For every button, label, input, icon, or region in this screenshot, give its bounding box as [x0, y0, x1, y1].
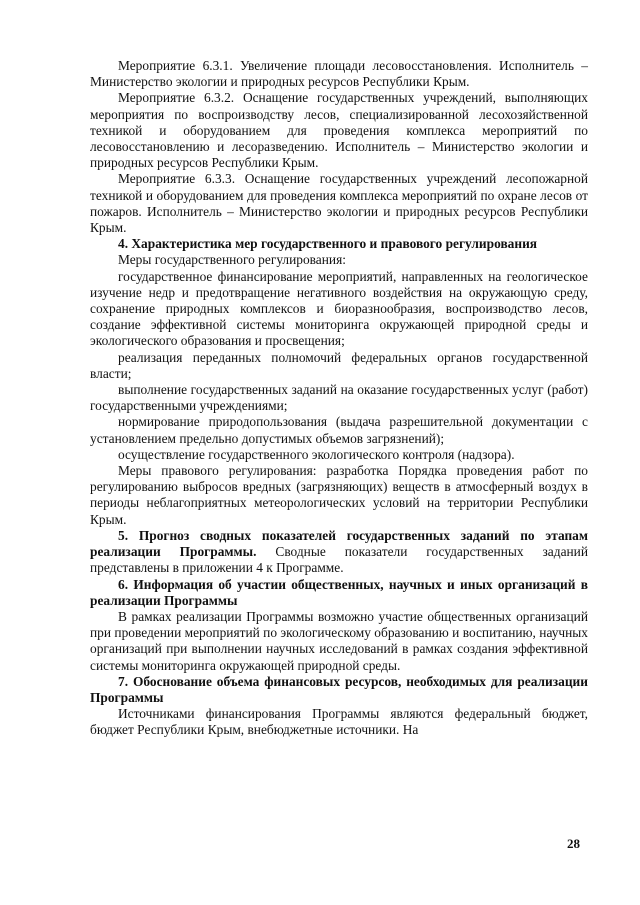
paragraph-text: осуществление государственного экологического контроля (надзора). [118, 446, 515, 462]
section-5-paragraph [90, 528, 588, 577]
paragraph-text: Меры правового регулирования: разработка Порядка проведения работ по регулированию выбросов вредных (загрязняющих) веществ в атмосферный воздух в периоды неблагоприятных метеорологических условий на территории Республики Крым. [90, 463, 588, 527]
list-item-rationing [90, 414, 588, 446]
list-item-financing [90, 269, 588, 350]
page-number: 28 [567, 836, 580, 851]
paragraph-text: Меры государственного регулирования: [118, 252, 346, 268]
paragraph-funding-sources [90, 706, 588, 738]
paragraph-measure-6-3-2 [90, 90, 588, 171]
paragraph-text: В рамках реализации Программы возможно участие общественных организаций при проведении мероприятий по экологическому образованию и воспитанию, научных организаций при выполнении научных исследований в рамках создания эффективной системы мониторинга окружающей природной среды. [90, 608, 588, 673]
paragraph-text: Мероприятие 6.3.1. Увеличение площади лесовосстановления. Исполнитель – Министерство экологии и природных ресурсов Республики Крым. [90, 58, 588, 90]
list-item-control [90, 447, 588, 463]
paragraph-measure-6-3-1 [90, 58, 588, 90]
paragraph-text: Мероприятие 6.3.2. Оснащение государственных учреждений, выполняющих мероприятия по воспроизводству лесов, специализированной лесохозяйственной техникой и оборудованием для проведения комплекса мероприятий по лесовосстановлению и лесоразведению. Исполнитель – Министерство экологии и природных ресурсов Республики Крым. [90, 90, 588, 171]
list-item-state-assignments [90, 382, 588, 414]
paragraph-text: выполнение государственных заданий на оказание государственных услуг (работ) государственными учреждениями; [90, 382, 588, 414]
paragraph-text: Мероприятие 6.3.3. Оснащение государственных учреждений лесопожарной техникой и оборудованием для проведения комплекса мероприятий по охране лесов от пожаров. Исполнитель – Министерство экологии и природных ресурсов Республики Крым. [90, 171, 588, 236]
paragraph-text: Сводные показатели государственных заданий представлены в приложении 4 к Программе. [90, 544, 589, 576]
list-item-powers [90, 350, 588, 382]
heading-text: 5. Прогноз сводных показателей государственных заданий по этапам реализации Программы. [90, 527, 588, 560]
paragraph-text: нормирование природопользования (выдача разрешительной документации с установлением предельно допустимых объемов загрязнений); [90, 414, 588, 446]
paragraph-text: Источниками финансирования Программы являются федеральный бюджет, бюджет Республики Крым, внебюджетные источники. На [90, 706, 588, 738]
paragraph-state-regulation-intro [90, 252, 588, 268]
heading-text: 6. Информация об участии общественных, научных и иных организаций в реализации Программы [90, 576, 588, 608]
heading-text: 4. Характеристика мер государственного и правового регулирования [118, 236, 538, 252]
paragraph-text: государственное финансирование мероприятий, направленных на геологическое изучение недр и предотвращение негативного воздействия на окружающую среду, сохранение природных комплексов и биоразнообразия, воспроизводство лесов, создание эффективной системы мониторинга окружающей природной среды и экологического образования и просвещения; [90, 268, 588, 349]
document-body [90, 58, 588, 739]
paragraph-legal-regulation [90, 463, 588, 528]
paragraph-measure-6-3-3 [90, 171, 588, 236]
heading-text: 7. Обоснование объема финансовых ресурсов, необходимых для реализации Программы [90, 673, 588, 705]
section-heading-6 [90, 577, 588, 609]
paragraph-text: реализация переданных полномочий федеральных органов государственной власти; [90, 349, 588, 381]
section-heading-7 [90, 674, 588, 706]
paragraph-organizations [90, 609, 588, 674]
section-heading-4 [90, 236, 588, 252]
